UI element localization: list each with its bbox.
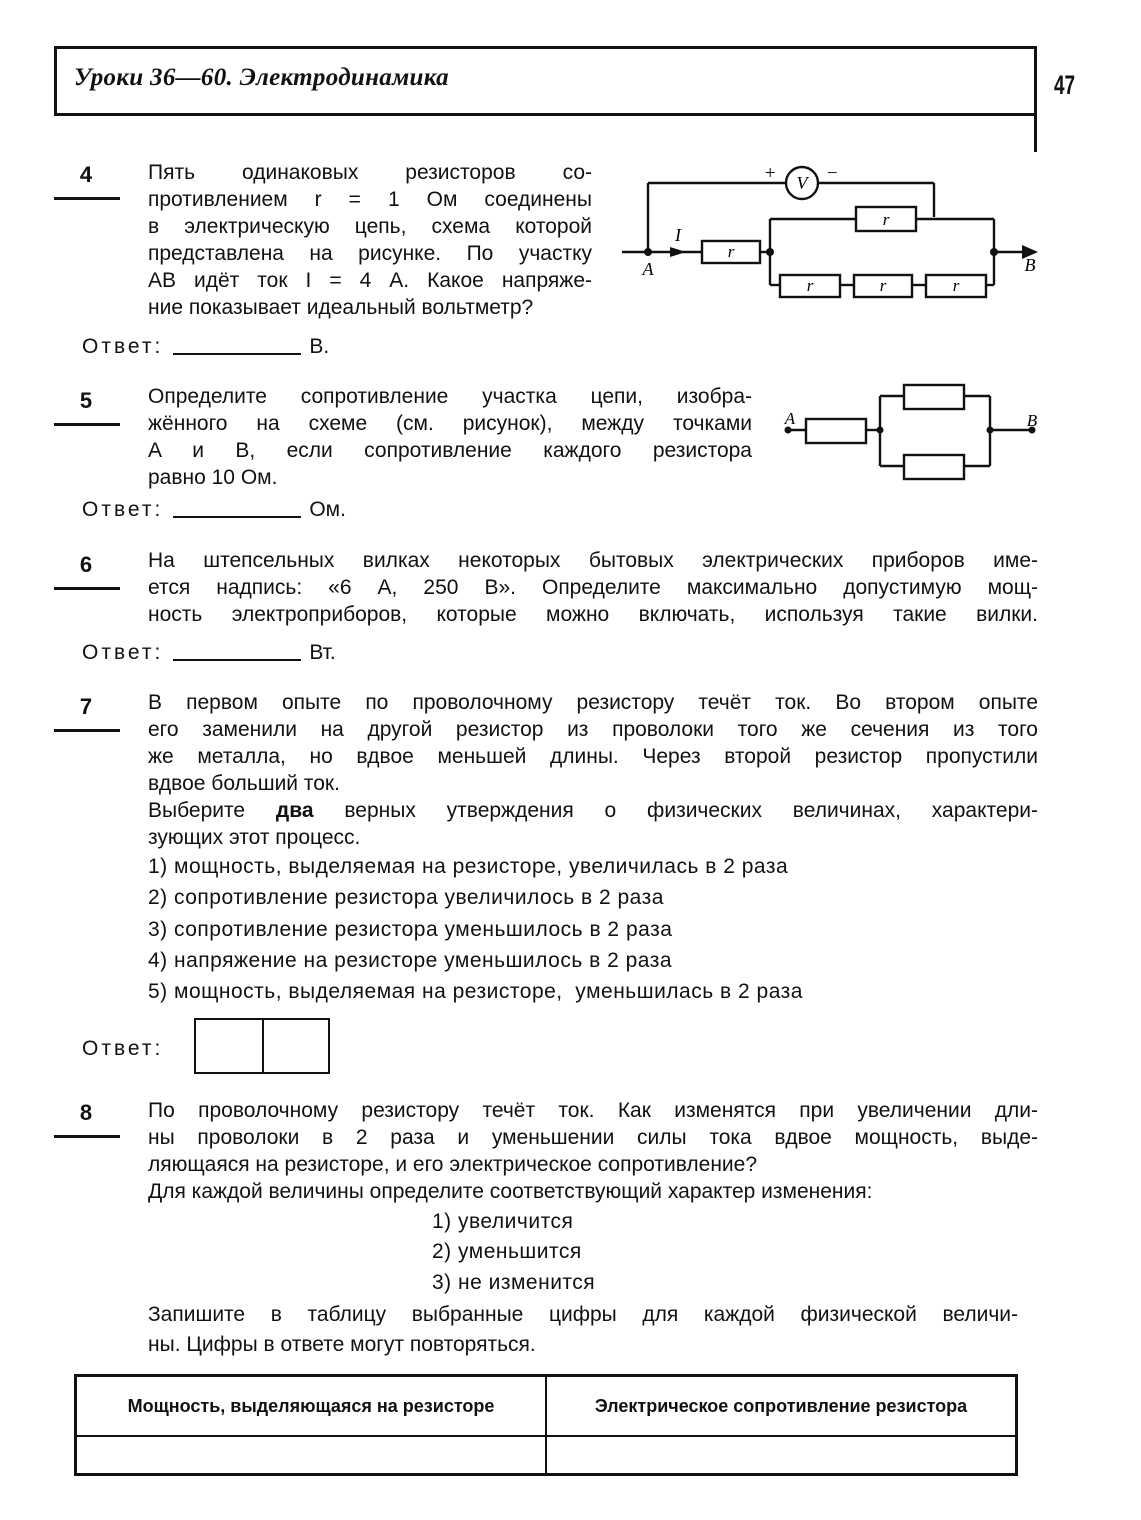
q7-number: 7 — [79, 694, 93, 719]
q8-answer-cell-resistance[interactable] — [546, 1436, 1017, 1475]
q5-text — [148, 383, 752, 491]
q5-line-2: жённого на схеме (см. рисунок), между точками — [148, 412, 752, 435]
q7-answer-cell-1[interactable] — [196, 1020, 262, 1072]
q4-number: 4 — [79, 162, 93, 187]
q7-instruction-bold: два — [275, 799, 314, 822]
voltmeter-label: V — [796, 173, 808, 193]
q4-answer-field[interactable] — [173, 353, 301, 355]
q6-answer-row — [82, 641, 336, 665]
q7-answer-cell-2[interactable] — [264, 1020, 328, 1072]
q8-table-header-resistance: Электрическое сопротивление резистора — [546, 1376, 1017, 1437]
q8-line-1: По проволочному резистору течёт ток. Как изменятся при увеличении дли- — [148, 1099, 1038, 1122]
q6-line-3: ность электроприборов, которые можно включать, используя такие вилки. — [148, 603, 1038, 626]
resistor-label-1: r — [727, 242, 735, 261]
q7-line-4: вдвое больший ток. — [148, 772, 340, 795]
q6-text — [148, 547, 1038, 628]
q8-scale-2: 2) уменьшится — [432, 1240, 582, 1263]
q4-circuit-diagram — [610, 155, 1050, 305]
q6-answer-label: Ответ: — [82, 641, 164, 664]
q7-option-3: 3) сопротивление резистора уменьшилось в 2 раза — [148, 918, 673, 941]
q7-option-5: 5) мощность, выделяемая на резисторе, уменьшилась в 2 раза — [148, 980, 803, 1003]
q8-answer-table — [74, 1374, 1018, 1476]
q7-option-1: 1) мощность, выделяемая на резисторе, увеличилась в 2 раза — [148, 855, 789, 878]
q7-option-4: 4) напряжение на резисторе уменьшилось в 2 раза — [148, 949, 673, 972]
q4-marker-line — [54, 197, 120, 200]
q5-line-1: Определите сопротивление участка цепи, изобра- — [148, 385, 752, 408]
q7-answer-boxes — [194, 1018, 330, 1074]
q4-answer-row — [82, 335, 329, 359]
q6-number: 6 — [79, 552, 93, 577]
q8-line-2: ны проволоки в 2 раза и уменьшении силы тока вдвое мощность, выде- — [148, 1126, 1038, 1149]
q4-point-b-label: B — [1024, 255, 1036, 275]
q4-line-6: ние показывает идеальный вольтметр? — [148, 296, 534, 319]
q7-answer-row — [82, 1037, 163, 1061]
q5-line-4: равно 10 Ом. — [148, 466, 278, 489]
q4-text — [148, 159, 592, 321]
q5-point-b-label: B — [1026, 411, 1038, 430]
q6-marker-line — [54, 587, 120, 590]
q8-text — [148, 1097, 1038, 1205]
q5-answer-field[interactable] — [173, 516, 301, 518]
q7-instruction-line-2: зующих этот процесс. — [148, 826, 361, 849]
q7-text — [148, 689, 1038, 851]
q8-footer-line-2: ны. Цифры в ответе могут повторяться. — [148, 1333, 536, 1356]
page-number: 47 — [1054, 70, 1076, 100]
q6-answer-unit: Вт. — [309, 641, 336, 664]
q8-scale-1: 1) увеличится — [432, 1210, 574, 1233]
q7-marker-line — [54, 729, 120, 732]
q8-marker-line — [54, 1135, 120, 1138]
q8-line-3: ляющаяся на резисторе, и его электрическое сопротивление? — [148, 1153, 758, 1176]
q5-marker-line — [54, 423, 120, 426]
q7-line-3: же металла, но вдвое меньшей длины. Через второй резистор пропустили — [148, 745, 1038, 768]
q7-instruction: Выберите два верных утверждения о физических величинах, характери- — [148, 799, 1038, 822]
q4-answer-unit: В. — [309, 335, 330, 358]
q8-scale-3: 3) не изменится — [432, 1271, 596, 1294]
q6-line-2: ется надпись: «6 А, 250 В». Определите максимально допустимую мощ- — [148, 576, 1038, 599]
current-label: I — [675, 225, 681, 245]
q7-line-1: В первом опыте по проволочному резистору течёт ток. Во втором опыте — [148, 691, 1038, 714]
q4-line-2: противлением r = 1 Ом соединены — [148, 188, 592, 211]
q8-number: 8 — [79, 1100, 93, 1125]
q4-line-5: AB идёт ток I = 4 А. Какое напряже- — [148, 269, 592, 292]
q5-circuit-diagram — [776, 376, 1046, 486]
q7-answer-label: Ответ: — [82, 1037, 164, 1060]
q6-line-1: На штепсельных вилках некоторых бытовых электрических приборов име- — [148, 549, 1038, 572]
resistor-label-2: r — [882, 210, 890, 229]
resistor-label-4: r — [879, 276, 887, 295]
resistor-label-5: r — [952, 276, 960, 295]
q5-number: 5 — [79, 388, 93, 413]
q5-answer-row — [82, 498, 346, 522]
q7-line-2: его заменили на другой резистор из проволоки того же сечения из того — [148, 718, 1038, 741]
q5-answer-label: Ответ: — [82, 498, 164, 521]
q8-table-header-power: Мощность, выделяющаяся на резисторе — [76, 1376, 547, 1437]
q8-footer-line-1: Запишите в таблицу выбранные цифры для каждой физической величи- — [148, 1303, 1018, 1326]
voltmeter-plus-sign: + — [763, 163, 777, 184]
q5-answer-unit: Ом. — [309, 498, 346, 521]
q8-footer — [148, 1300, 1018, 1360]
q4-line-4: представлена на рисунке. По участку — [148, 242, 592, 265]
q4-line-1: Пять одинаковых резисторов со- — [148, 161, 592, 184]
voltmeter-minus-sign: − — [825, 163, 839, 184]
q7-option-2: 2) сопротивление резистора увеличилось в 2 раза — [148, 886, 664, 909]
q4-current-arrow — [670, 247, 686, 257]
q5-line-3: A и B, если сопротивление каждого резистора — [148, 439, 752, 462]
q4-point-a-label: A — [642, 259, 654, 279]
q6-answer-field[interactable] — [173, 659, 301, 661]
resistor-label-3: r — [806, 276, 814, 295]
q8-answer-cell-power[interactable] — [76, 1436, 547, 1475]
q5-point-a-label: A — [784, 409, 796, 428]
q8-line-4: Для каждой величины определите соответствующий характер изменения: — [148, 1180, 873, 1203]
q4-answer-label: Ответ: — [82, 335, 164, 358]
q4-line-3: в электрическую цепь, схема которой — [148, 215, 592, 238]
header-vertical-rule — [1034, 46, 1037, 152]
section-title: Уроки 36—60. Электродинамика — [74, 64, 449, 91]
